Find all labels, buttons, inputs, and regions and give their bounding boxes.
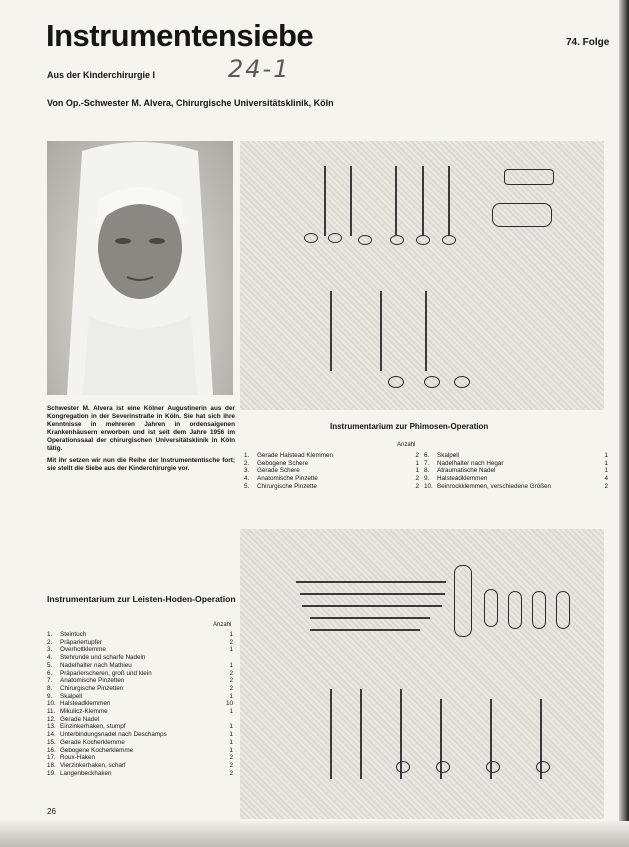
list-item <box>47 639 233 647</box>
item-label: Halsteadklemmen <box>60 700 111 708</box>
item-number: 17. <box>47 754 56 762</box>
article-subtitle: Aus der Kinderchirurgie I <box>47 70 156 80</box>
item-number: 16. <box>47 746 56 754</box>
item-number: 10. <box>424 482 433 490</box>
instrument-shaft <box>350 166 352 236</box>
item-number: 19. <box>47 769 56 777</box>
item-number: 6. <box>424 452 430 459</box>
item-label: Nadelhalter nach Hegar <box>437 459 504 467</box>
item-quantity: 1 <box>229 661 233 669</box>
phimosis-list-heading: Instrumentarium zur Phimosen-Operation <box>330 422 489 431</box>
series-number: 74. Folge <box>566 37 610 48</box>
instrument-shaft <box>302 605 442 607</box>
item-label: Steintuch <box>60 631 87 638</box>
item-number: 18. <box>47 761 56 769</box>
item-quantity: 1 <box>604 459 608 467</box>
item-label: Langenbeckhaken <box>60 769 112 777</box>
item-label: Gerade Halstead Klemmen <box>257 452 333 459</box>
item-quantity: 2 <box>229 669 233 677</box>
list-item <box>424 460 608 468</box>
item-number: 3. <box>47 646 53 654</box>
instrument-shaft <box>310 617 430 619</box>
item-quantity: 1 <box>229 738 233 746</box>
list-item <box>47 754 233 762</box>
author-byline: Von Op.-Schwester M. Alvera, Chirurgische Universitätsklinik, Köln <box>47 98 334 108</box>
instrument-shaft <box>395 166 397 236</box>
item-quantity: 1 <box>415 459 419 467</box>
inguinal-instruments-photo <box>240 529 604 819</box>
instrument-shaft <box>380 291 382 371</box>
list-item <box>47 631 233 639</box>
instrument-ring <box>536 761 550 773</box>
item-number: 5. <box>244 482 250 490</box>
item-quantity <box>223 716 233 724</box>
item-label: Anatomische Pinzetten <box>60 677 125 685</box>
item-label: Halsteadklemmen <box>437 475 488 483</box>
list-item <box>424 475 608 483</box>
page-title: Instrumentensiebe <box>46 18 314 53</box>
item-label: Gerade Nadel <box>60 715 100 723</box>
instrument-ring <box>486 761 500 773</box>
item-label: Anatomische Pinzette <box>257 475 318 483</box>
instrument-shaft <box>425 291 427 371</box>
item-quantity: 1 <box>229 631 233 638</box>
item-label: Vierzinkerhaken, scharf <box>60 761 126 769</box>
instrument-ring <box>436 761 450 773</box>
list-item <box>244 475 419 483</box>
list-item <box>47 693 233 701</box>
item-quantity <box>223 654 233 662</box>
instrument-ring <box>396 761 410 773</box>
item-quantity: 2 <box>229 761 233 769</box>
list-item <box>47 723 233 731</box>
list-item <box>244 452 419 460</box>
item-label: Overholtklemme <box>60 646 106 654</box>
instrument-ring <box>390 235 404 245</box>
instrument-ring <box>358 235 372 245</box>
item-quantity: 2 <box>229 754 233 762</box>
instrument-tray <box>492 203 552 227</box>
item-quantity: 1 <box>415 467 419 475</box>
page-edge-shadow <box>619 0 629 847</box>
list-item <box>47 708 233 716</box>
instrument-ring <box>454 376 470 388</box>
list-item <box>424 467 608 475</box>
item-number: 13. <box>47 723 56 731</box>
item-quantity: 10 <box>225 700 233 708</box>
item-label: Einzinkerhaken, stumpf <box>60 723 126 731</box>
list-item <box>47 677 233 685</box>
item-number: 8. <box>47 684 53 692</box>
list-item <box>424 483 608 491</box>
list-item <box>47 662 233 670</box>
item-label: Präpariertupfer <box>60 638 102 646</box>
caption-paragraph-1: Schwester M. Alvera ist eine Kölner Augustinerin aus der Kongregation in der Severinstraße in Köln. Sie hat sich ihre Kenntnisse in mehreren Jahren in ordensaigenen Krankenhäusern erworben und ist seit dem Jahre 1956 im Operationssaal der chirurgischen Universitätsklinik in Köln tätig. <box>47 405 235 453</box>
item-number: 9. <box>47 692 53 700</box>
item-label: Nadelhalter nach Mathieu <box>60 661 132 669</box>
item-label: Gerade Kocherklemme <box>60 738 125 746</box>
item-quantity: 2 <box>604 482 608 490</box>
instrument-ring <box>424 376 440 388</box>
inguinal-quantity-header: Anzahl <box>213 622 232 628</box>
item-quantity: 1 <box>604 452 608 459</box>
handwritten-annotation: 24-1 <box>228 55 291 83</box>
item-quantity: 1 <box>604 467 608 475</box>
item-number: 14. <box>47 731 56 739</box>
item-number: 8. <box>424 467 430 475</box>
item-quantity: 2 <box>415 452 419 459</box>
item-number: 10. <box>47 700 56 708</box>
item-number: 3. <box>244 467 250 475</box>
retractor <box>556 591 570 629</box>
item-quantity: 2 <box>415 475 419 483</box>
item-label: Präparierscheren, groß und klein <box>60 669 152 677</box>
item-quantity: 1 <box>229 723 233 731</box>
hook-instrument <box>454 565 472 637</box>
item-label: Gebogene Schere <box>257 459 309 467</box>
phimosis-list-right <box>424 452 608 491</box>
item-number: 6. <box>47 669 53 677</box>
inguinal-list-heading: Instrumentarium zur Leisten-Hoden-Operation <box>47 594 236 604</box>
author-portrait-photo <box>47 141 233 395</box>
item-number: 4. <box>47 654 53 662</box>
page-bottom-shadow <box>0 821 629 847</box>
item-quantity: 1 <box>229 708 233 716</box>
item-number: 7. <box>424 459 430 467</box>
list-item <box>47 739 233 747</box>
item-quantity: 1 <box>229 646 233 654</box>
right-eye <box>149 238 165 244</box>
item-label: Roux-Haken <box>60 754 95 762</box>
author-caption <box>47 405 235 476</box>
list-item <box>424 452 608 460</box>
item-number: 1. <box>47 631 53 638</box>
list-item <box>47 646 233 654</box>
item-number: 9. <box>424 475 430 483</box>
item-quantity: 2 <box>229 638 233 646</box>
instrument-ring <box>304 233 318 243</box>
list-item <box>47 716 233 724</box>
item-number: 12. <box>47 715 56 723</box>
item-label: Stehrunde und scharfe Nadeln <box>60 654 146 662</box>
instrument-ring <box>416 235 430 245</box>
item-label: Skalpell <box>60 692 83 700</box>
retractor <box>508 591 522 629</box>
item-quantity: 1 <box>229 746 233 754</box>
list-item <box>47 770 233 778</box>
caption-paragraph-2: Mit ihr setzen wir nun die Reihe der Instrumententische fort; sie stellt die Siebe aus der Kinderchirurgie vor. <box>47 456 235 472</box>
instrument-shaft <box>330 689 332 779</box>
retractor <box>484 589 498 627</box>
phimosis-instruments-photo <box>240 141 604 410</box>
instrument-ring <box>442 235 456 245</box>
item-label: Gebogene Kocherklemme <box>60 746 134 754</box>
item-label: Gerade Schere <box>257 467 300 475</box>
instrument-shaft <box>360 689 362 779</box>
item-label: Atraumatische Nadel <box>437 467 496 475</box>
item-number: 1. <box>244 452 250 459</box>
list-item <box>244 467 419 475</box>
item-quantity: 2 <box>415 482 419 490</box>
item-number: 5. <box>47 661 53 669</box>
item-number: 11. <box>47 708 56 716</box>
item-label: Skalpell <box>437 452 460 459</box>
list-item <box>47 685 233 693</box>
item-quantity: 1 <box>229 731 233 739</box>
list-item <box>47 654 233 662</box>
instrument-shaft <box>300 593 445 595</box>
instrument-shaft <box>330 291 332 371</box>
page-number: 26 <box>47 807 56 816</box>
item-number: 7. <box>47 677 53 685</box>
phimosis-quantity-header: Anzahl <box>397 442 416 448</box>
item-quantity: 4 <box>604 475 608 483</box>
item-number: 2. <box>47 638 53 646</box>
item-number: 4. <box>244 475 250 483</box>
item-label: Chirurgische Pinzette <box>257 482 317 490</box>
instrument-holder <box>504 169 554 185</box>
inguinal-list <box>47 631 233 777</box>
list-item <box>47 762 233 770</box>
item-number: 15. <box>47 738 56 746</box>
list-item <box>47 747 233 755</box>
retractor <box>532 591 546 629</box>
instrument-shaft <box>296 581 446 583</box>
phimosis-list-left <box>244 452 419 491</box>
portrait-illustration <box>47 141 233 395</box>
item-label: Beinrockklemmen, verschiedene Größen <box>437 482 552 490</box>
item-label: Mikulicz-Klemme <box>60 708 108 716</box>
item-number: 2. <box>244 459 250 467</box>
item-quantity: 1 <box>229 692 233 700</box>
list-item <box>47 731 233 739</box>
instrument-shaft <box>324 166 326 236</box>
instrument-shaft <box>310 629 420 631</box>
instrument-ring <box>388 376 404 388</box>
left-eye <box>115 238 131 244</box>
item-quantity: 2 <box>229 677 233 685</box>
list-item <box>244 460 419 468</box>
item-label: Unterbindungsnadel nach Deschamps <box>60 731 167 739</box>
instrument-shaft <box>422 166 424 236</box>
instrument-shaft <box>448 166 450 236</box>
item-label: Chirurgische Pinzetten <box>60 684 124 692</box>
item-quantity: 2 <box>229 769 233 777</box>
instrument-ring <box>328 233 342 243</box>
item-quantity: 2 <box>229 684 233 692</box>
list-item <box>244 483 419 491</box>
list-item <box>47 700 233 708</box>
list-item <box>47 670 233 678</box>
